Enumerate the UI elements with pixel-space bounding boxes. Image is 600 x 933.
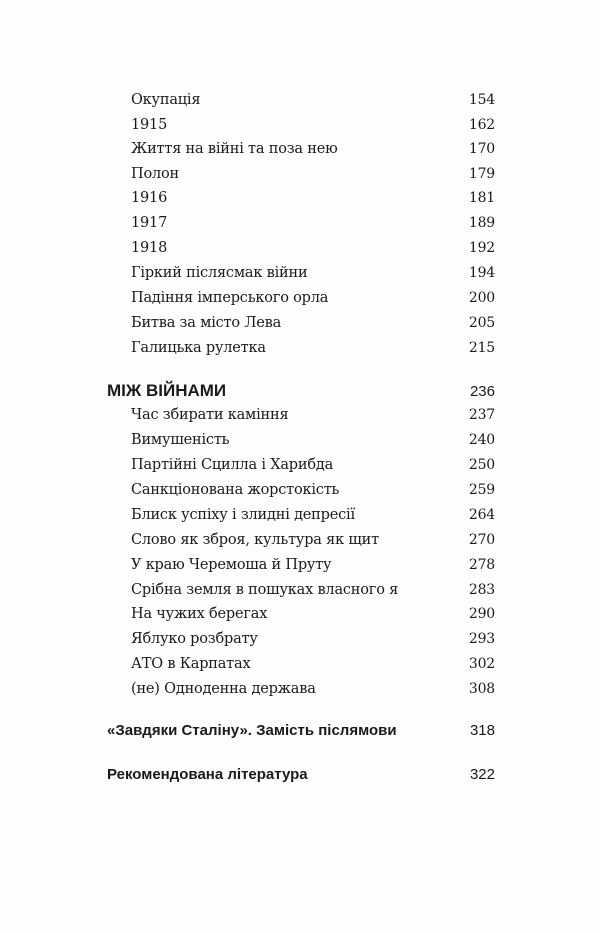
toc-entry[interactable] bbox=[131, 432, 495, 448]
toc-literature[interactable] bbox=[107, 766, 495, 783]
toc-entry-page: 290 bbox=[468, 606, 495, 622]
toc-entry[interactable] bbox=[131, 656, 495, 672]
toc-entry[interactable] bbox=[131, 582, 495, 598]
toc-entry-title: 1917 bbox=[131, 215, 168, 231]
toc-entry-page: 237 bbox=[468, 407, 495, 423]
toc-entry[interactable] bbox=[131, 166, 495, 182]
toc-entry-page: 205 bbox=[468, 315, 495, 331]
toc-entry-title: На чужих берегах bbox=[131, 606, 268, 622]
toc-entry[interactable] bbox=[131, 681, 495, 697]
literature-title: Рекомендована література bbox=[107, 766, 308, 783]
toc-entry-page: 170 bbox=[468, 141, 495, 157]
toc-entry-page: 278 bbox=[468, 557, 495, 573]
toc-entry[interactable] bbox=[131, 631, 495, 647]
toc-entry-page: 215 bbox=[468, 340, 495, 356]
toc-entry[interactable] bbox=[131, 215, 495, 231]
toc-afterword[interactable] bbox=[107, 722, 495, 739]
toc-entry-title: АТО в Карпатах bbox=[131, 656, 251, 672]
toc-entry-page: 154 bbox=[468, 92, 495, 108]
toc-entry-title: Полон bbox=[131, 166, 179, 182]
toc-section-heading[interactable] bbox=[107, 381, 495, 401]
toc-entry-title: Яблуко розбрату bbox=[131, 631, 258, 647]
toc-entry-title: Життя на війні та поза нею bbox=[131, 141, 338, 157]
toc-entry-title: Санкціонована жорстокість bbox=[131, 482, 340, 498]
toc-entry-page: 200 bbox=[468, 290, 495, 306]
toc-entry-title: Битва за місто Лева bbox=[131, 315, 282, 331]
toc-entry-title: Час збирати каміння bbox=[131, 407, 289, 423]
toc-entry[interactable] bbox=[131, 240, 495, 256]
section-page: 236 bbox=[469, 383, 495, 400]
toc-entry-page: 181 bbox=[468, 190, 495, 206]
section-title: МІЖ ВІЙНАМИ bbox=[107, 381, 227, 400]
toc-entry-title: (не) Одноденна держава bbox=[131, 681, 316, 697]
toc-entry-title: Партійні Сцилла і Харибда bbox=[131, 457, 334, 473]
toc-entry-title: Срібна земля в пошуках власного я bbox=[131, 582, 399, 598]
toc-entry-page: 293 bbox=[468, 631, 495, 647]
toc-entry-title: 1916 bbox=[131, 190, 168, 206]
toc-entry[interactable] bbox=[131, 340, 495, 356]
toc-entry[interactable] bbox=[131, 482, 495, 498]
toc-entry-title: Вимушеність bbox=[131, 432, 230, 448]
toc-entry[interactable] bbox=[131, 92, 495, 108]
toc-entry-page: 189 bbox=[468, 215, 495, 231]
toc-entry-page: 308 bbox=[468, 681, 495, 697]
toc-entry-page: 240 bbox=[468, 432, 495, 448]
toc-entry[interactable] bbox=[131, 117, 495, 133]
toc-entry[interactable] bbox=[131, 457, 495, 473]
toc-entry-page: 283 bbox=[468, 582, 495, 598]
toc-entry-page: 179 bbox=[468, 166, 495, 182]
toc-entry-title: 1918 bbox=[131, 240, 168, 256]
literature-page: 322 bbox=[469, 766, 495, 783]
toc-entry[interactable] bbox=[131, 190, 495, 206]
toc-entry[interactable] bbox=[131, 265, 495, 281]
toc-entry-title: Падіння імперського орла bbox=[131, 290, 329, 306]
afterword-page: 318 bbox=[469, 722, 495, 739]
toc-entry-title: Окупація bbox=[131, 92, 201, 108]
toc-entry-title: Гіркий післясмак війни bbox=[131, 265, 308, 281]
afterword-title: «Завдяки Сталіну». Замість післямови bbox=[107, 722, 397, 739]
toc-entry-title: Слово як зброя, культура як щит bbox=[131, 532, 379, 548]
toc-entry-page: 264 bbox=[468, 507, 495, 523]
toc-entry-page: 194 bbox=[468, 265, 495, 281]
toc-entry-title: У краю Черемоша й Пруту bbox=[131, 557, 332, 573]
toc-entry-page: 162 bbox=[468, 117, 495, 133]
toc-entry-title: Галицька рулетка bbox=[131, 340, 266, 356]
toc-entry[interactable] bbox=[131, 407, 495, 423]
toc-entry[interactable] bbox=[131, 507, 495, 523]
toc-entry[interactable] bbox=[131, 290, 495, 306]
toc-entry-title: Блиск успіху і злидні депресії bbox=[131, 507, 355, 523]
toc-entry-page: 270 bbox=[468, 532, 495, 548]
toc-entry[interactable] bbox=[131, 532, 495, 548]
toc-entry-page: 259 bbox=[468, 482, 495, 498]
toc-entry[interactable] bbox=[131, 606, 495, 622]
toc-entry-title: 1915 bbox=[131, 117, 168, 133]
toc-entry-page: 250 bbox=[468, 457, 495, 473]
toc-entry[interactable] bbox=[131, 315, 495, 331]
toc-entry-page: 192 bbox=[468, 240, 495, 256]
toc-entry-page: 302 bbox=[468, 656, 495, 672]
toc-entry[interactable] bbox=[131, 557, 495, 573]
toc-entry[interactable] bbox=[131, 141, 495, 157]
